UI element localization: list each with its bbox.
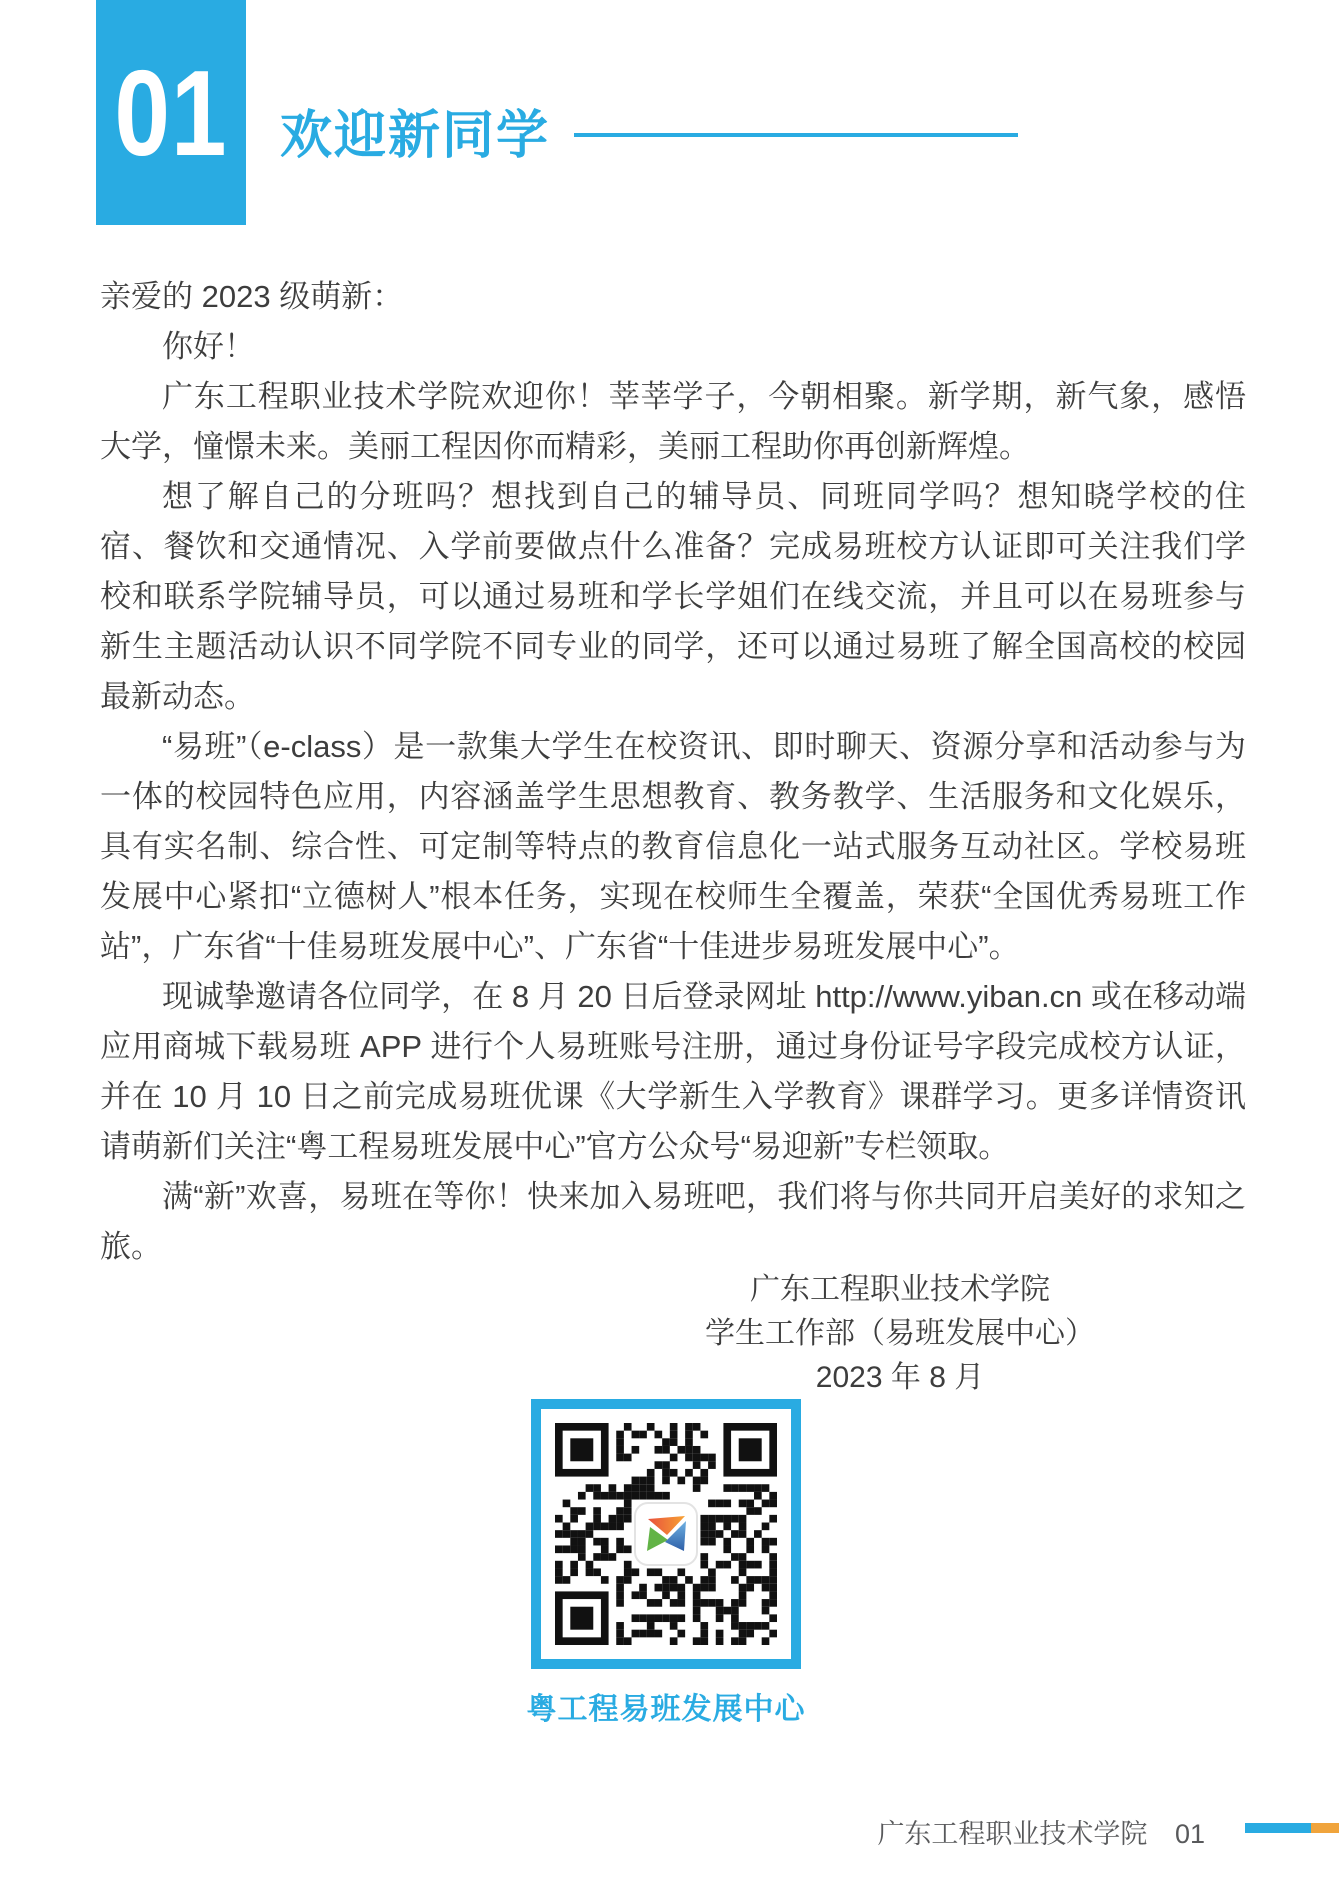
footer-bar: [1245, 1823, 1339, 1833]
letter-paragraph: 满“新”欢喜，易班在等你！快来加入易班吧，我们将与你共同开启美好的求知之旅。: [100, 1179, 1246, 1264]
title-underline-rule: [574, 133, 1018, 137]
chapter-badge: [96, 0, 246, 225]
title-row: [280, 98, 1018, 165]
signature-dept: 学生工作部（易班发展中心）: [705, 1317, 1095, 1350]
letter-paragraph: 想了解自己的分班吗？想找到自己的辅导员、同班同学吗？想知晓学校的住宿、餐饮和交通情况、入学前要做点什么准备？完成易班校方认证即可关注我们学校和联系学院辅导员，可以通过易班和学长学姐们在线交流，并且可以在易班参与新生主题活动认识不同学院不同专业的同学，还可以通过易班了解全国高校的校园最新动态。: [100, 479, 1246, 714]
signature-date: 2023 年 8 月: [815, 1361, 985, 1394]
letter-body: [100, 272, 1246, 1272]
letter-paragraph: 你好！: [162, 329, 255, 364]
letter-salutation: 亲爱的 2023 级萌新：: [100, 279, 404, 314]
footer-page-number: 01: [1174, 1819, 1205, 1849]
qr-caption: 粤工程易班发展中心: [526, 1693, 806, 1726]
footer: [700, 1812, 1205, 1851]
letter-paragraph: “易班”（e-class）是一款集大学生在校资讯、即时聊天、资源分享和活动参与为一体的校园特色应用，内容涵盖学生思想教育、教务教学、生活服务和文化娱乐，具有实名制、综合性、可定制等特点的教育信息化一站式服务互动社区。学校易班发展中心紧扣“立德树人”根本任务，实现在校师生全覆盖，荣获“全国优秀易班工作站”，广东省“十佳易班发展中心”、广东省“十佳进步易班发展中心”。: [100, 729, 1246, 964]
qr-code-frame: [531, 1399, 801, 1669]
letter-paragraph: 广东工程职业技术学院欢迎你！莘莘学子，今朝相聚。新学期，新气象，感悟大学，憧憬未来。美丽工程因你而精彩，美丽工程助你再创新辉煌。: [100, 379, 1246, 464]
yiban-logo-icon: [634, 1502, 698, 1566]
chapter-number: 01: [114, 44, 228, 181]
footer-bar-blue: [1245, 1823, 1311, 1833]
footer-school-name: 广东工程职业技术学院: [877, 1819, 1148, 1849]
signature-org: 广东工程职业技术学院: [750, 1273, 1050, 1306]
footer-bar-orange: [1311, 1823, 1339, 1833]
letter-paragraph: 现诚挚邀请各位同学，在 8 月 20 日后登录网址 http://www.yiban.cn 或在移动端应用商城下载易班 APP 进行个人易班账号注册，通过身份证号字段完成校方认证，并在 10 月 10 日之前完成易班优课《大学新生入学教育》课群学习。更多详情资讯请萌新们关注“粤工程易班发展中心”官方公众号“易迎新”专栏领取。: [100, 979, 1246, 1164]
page-title: 欢迎新同学: [280, 106, 551, 165]
signature-block: [700, 1268, 1100, 1400]
